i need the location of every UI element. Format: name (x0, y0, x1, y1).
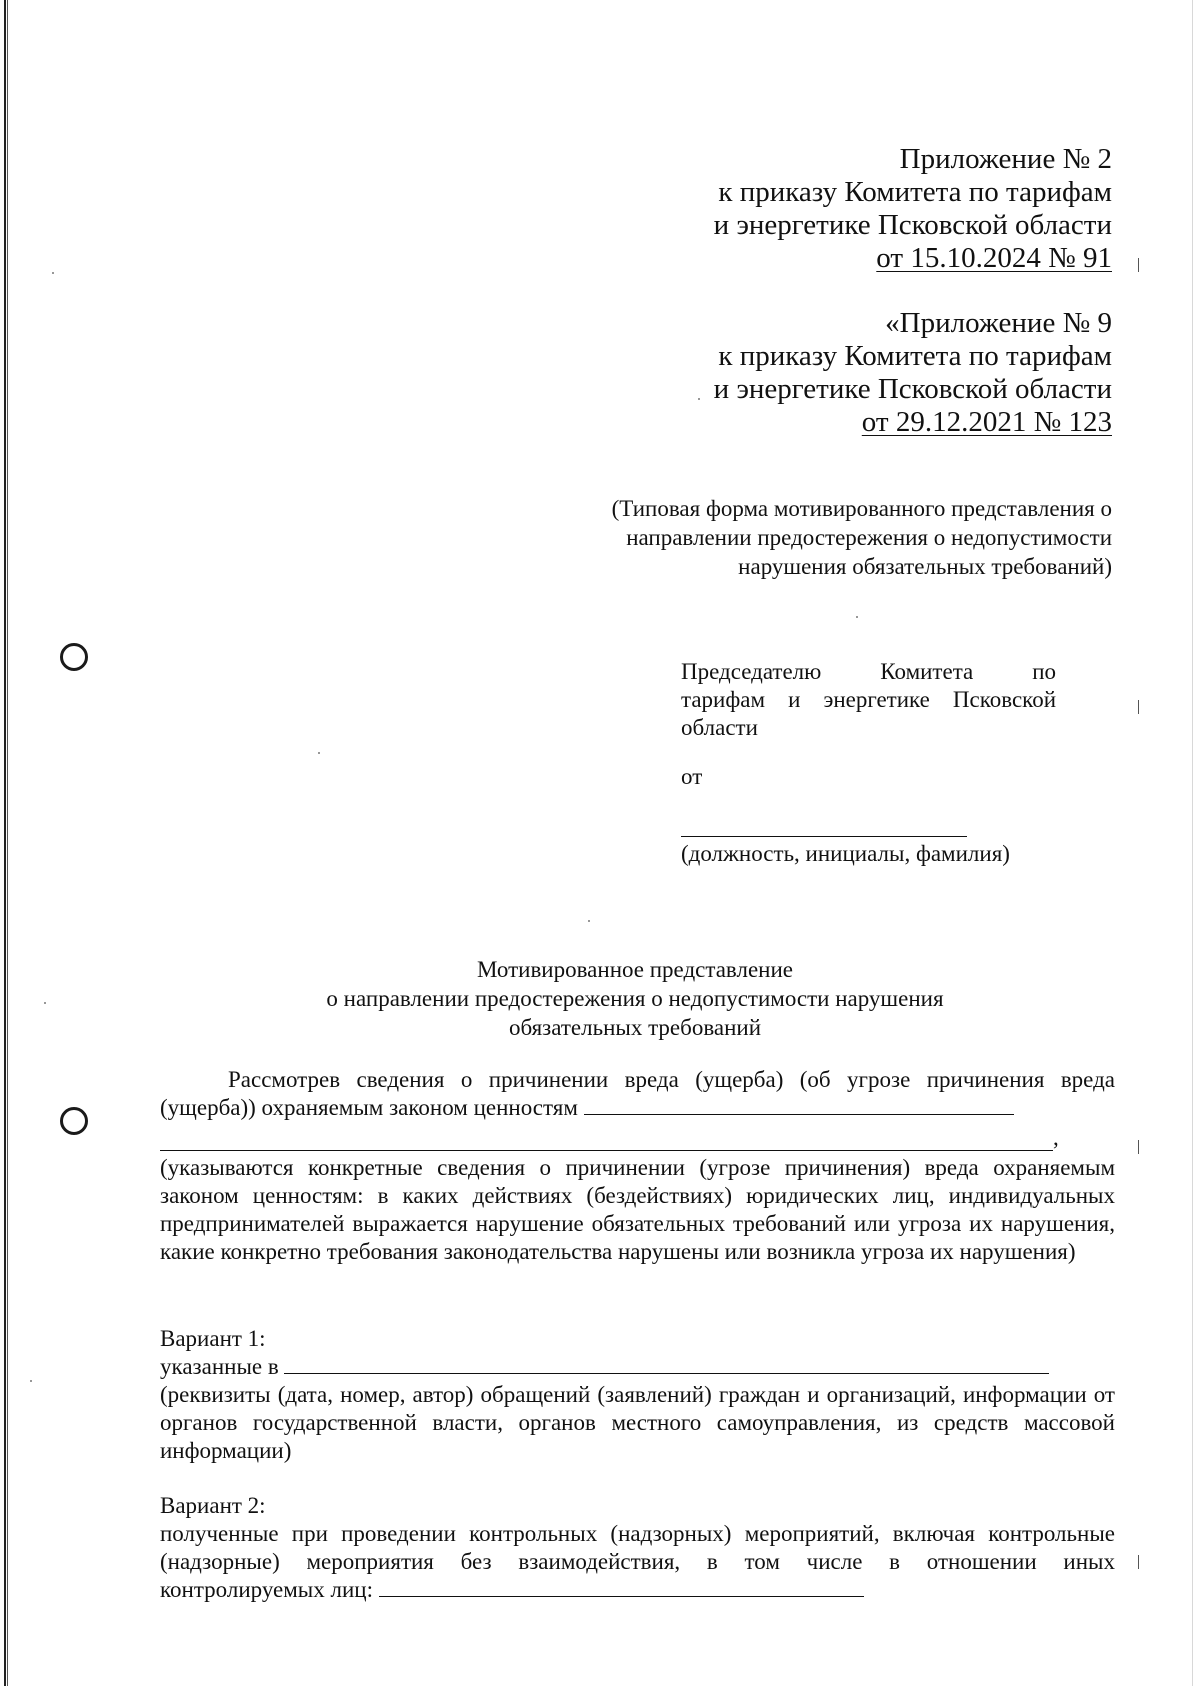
punch-hole (60, 1107, 88, 1135)
variant-2-last-line (160, 1576, 1115, 1604)
addressee-line: тарифам и энергетике Псковской (681, 687, 1056, 712)
appendix-2-order-line: к приказу Комитета по тарифам (718, 176, 1112, 208)
intro-line-2 (160, 1094, 1115, 1122)
harm-details-hint: (указываются конкретные сведения о причинении (угрозе причинения) вреда охраняемым законом ценностям: в каких действиях (бездействиях) юридических лиц, индивидуальных предпринимателей выражается нарушение обязательных требований или угроза их нарушения, какие конкретно требования законодательства нарушены или возникла угроза их нарушения) (160, 1155, 1115, 1264)
variant-1-block (160, 1325, 1115, 1465)
scan-mark (1138, 1555, 1139, 1569)
intro-line: Рассмотрев сведения о причинении вреда (ущерба) (об угрозе причинения вреда (228, 1067, 1115, 1092)
title-line: Мотивированное представление (477, 957, 793, 982)
scan-speck (44, 1002, 46, 1004)
variant-1-label: Вариант 1: (160, 1326, 266, 1351)
intro-paragraph (160, 1066, 1115, 1122)
appendix-9-order-line: к приказу Комитета по тарифам (718, 340, 1112, 372)
variant-1-fill-line (284, 1372, 1049, 1374)
scan-speck (588, 920, 590, 922)
variant-1-line (160, 1353, 1115, 1381)
appendix-2-order-date: от 15.10.2024 № 91 (876, 242, 1112, 274)
form-type-note (612, 494, 1112, 581)
intro-text: (ущерба)) охраняемым законом ценностям (160, 1095, 578, 1120)
from-label: от (681, 764, 703, 789)
variant-1-hint: (реквизиты (дата, номер, автор) обращений (заявлений) граждан и организаций, информации от органов государственной власти, органов местного самоуправления, из средств массовой информации) (160, 1382, 1115, 1463)
appendix-2-title: Приложение № 2 (899, 143, 1112, 175)
variant-2-block (160, 1492, 1115, 1604)
scan-right-edge (1192, 0, 1193, 1686)
document-title (150, 955, 1120, 1042)
signature-caption: (должность, инициалы, фамилия) (681, 841, 1010, 866)
appendix-9-header (714, 307, 1112, 439)
intro-comma: , (1053, 1125, 1059, 1150)
scan-speck (698, 398, 700, 400)
variant-2-label: Вариант 2: (160, 1493, 266, 1518)
scan-mark (1138, 1140, 1139, 1154)
form-note-line: направлении предостережения о недопустимости (626, 525, 1112, 550)
title-line: о направлении предостережения о недопустимости нарушения (326, 986, 944, 1011)
form-note-line: нарушения обязательных требований) (738, 554, 1112, 579)
scan-speck (856, 616, 858, 618)
addressee-block (681, 658, 1056, 742)
variant-1-prefix: указанные в (160, 1354, 279, 1379)
punch-hole (60, 643, 88, 671)
scan-speck (318, 752, 320, 754)
scan-mark (1138, 258, 1139, 272)
scan-left-edge (4, 0, 8, 1686)
appendix-9-title: «Приложение № 9 (885, 307, 1112, 339)
title-line: обязательных требований (508, 1015, 762, 1040)
appendix-2-header (714, 143, 1112, 275)
variant-2-text: полученные при проведении контрольных (надзорных) мероприятий, включая контрольные (надзорные) мероприятия без взаимодействия, в том числе в отношении иных (160, 1521, 1115, 1574)
variant-2-last: контролируемых лиц: (160, 1577, 373, 1602)
addressee-line: Председателю Комитета по (681, 659, 1056, 684)
addressee-line: области (681, 715, 758, 740)
scan-speck (30, 1380, 32, 1382)
appendix-2-committee-line: и энергетике Псковской области (713, 209, 1112, 241)
values-fill-line-full (160, 1150, 1053, 1151)
signature-fill-line (681, 836, 967, 837)
appendix-9-committee-line: и энергетике Псковской области (713, 373, 1112, 405)
variant-2-fill-line (379, 1595, 864, 1597)
appendix-9-order-date: от 29.12.2021 № 123 (861, 406, 1112, 438)
scan-mark (1138, 700, 1139, 714)
scan-speck (52, 272, 54, 274)
values-fill-line (584, 1113, 1014, 1115)
form-note-line: (Типовая форма мотивированного представления о (611, 496, 1112, 521)
